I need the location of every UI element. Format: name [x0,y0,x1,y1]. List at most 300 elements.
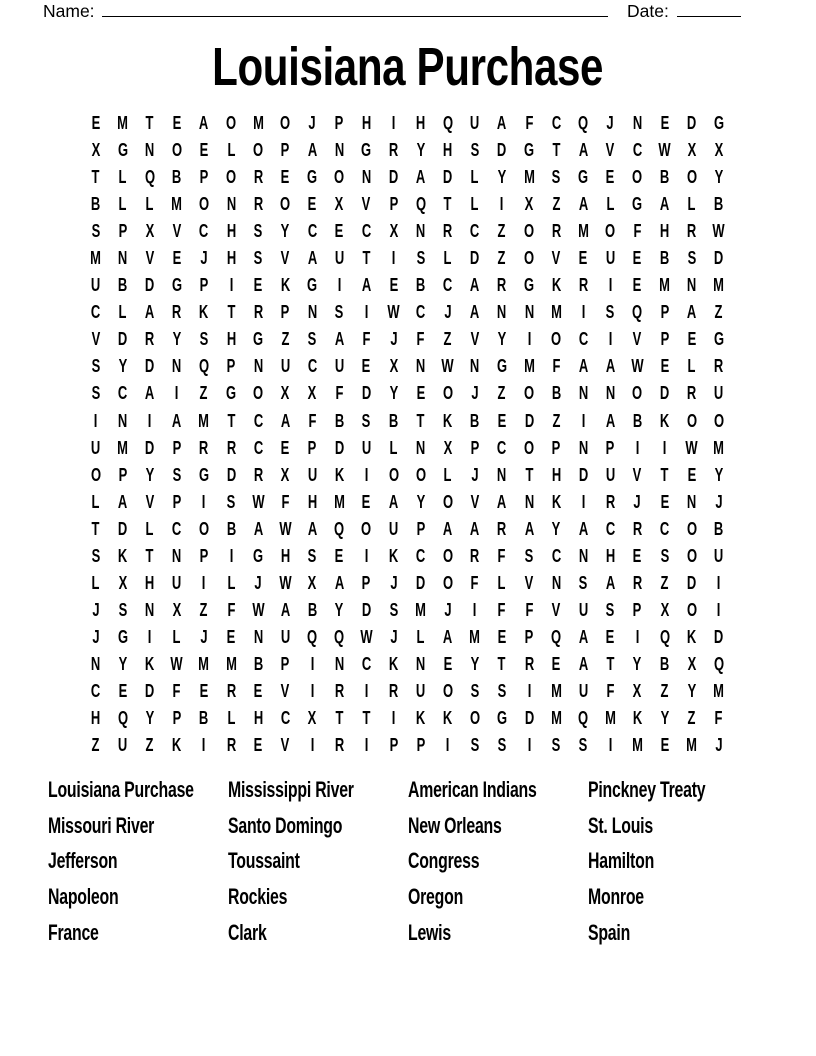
grid-letter: A [470,518,480,539]
grid-letter: E [416,383,425,404]
grid-letter: E [253,275,263,296]
grid-letter: L [145,194,154,215]
grid-letter: S [551,167,561,188]
grid-letter: N [145,140,155,161]
grid-letter: N [415,437,426,458]
grid-letter: D [470,248,480,269]
grid-letter: J [606,113,614,134]
grid-letter: P [470,437,480,458]
grid-letter: J [389,572,398,593]
grid-letter: Q [334,518,345,539]
grid-letter: T [552,140,561,161]
grid-letter: I [581,410,586,431]
word-list-item: American Indians [408,777,537,802]
grid-letter: N [253,626,263,647]
grid-letter: S [91,383,100,404]
grid-letter: G [225,383,237,404]
grid-letter: Y [118,356,127,377]
grid-letter: A [578,518,588,539]
grid-letter: M [523,167,535,188]
grid-letter: G [253,329,264,350]
grid-letter: S [307,329,317,350]
grid-letter: C [605,518,616,539]
grid-letter: E [633,275,642,296]
grid-letter: I [229,275,233,296]
grid-letter: C [307,221,317,242]
grid-letter: U [117,735,128,756]
grid-letter: V [91,329,100,350]
grid-letter: G [578,167,589,188]
grid-letter: Z [199,383,208,404]
grid-letter: V [145,248,155,269]
grid-letter: M [713,275,725,296]
grid-letter: D [686,113,697,134]
grid-letter: I [391,113,396,134]
grid-letter: N [117,410,128,431]
grid-letter: J [91,599,100,620]
grid-letter: O [253,140,264,161]
word-list-item: St. Louis [588,812,653,838]
grid-letter: I [337,275,342,296]
grid-letter: S [91,356,100,377]
grid-letter: E [362,491,371,512]
grid-letter: I [364,545,369,566]
grid-letter: A [334,572,345,593]
grid-letter: X [389,221,398,242]
grid-letter: K [280,275,290,296]
grid-letter: O [713,410,724,431]
grid-letter: K [117,545,128,566]
grid-letter: R [551,221,561,242]
grid-letter: R [714,356,724,377]
grid-letter: S [497,681,507,701]
grid-letter: N [172,545,182,566]
grid-letter: V [633,329,642,350]
grid-letter: C [361,653,372,674]
grid-letter: T [91,167,100,188]
grid-letter: R [226,735,236,756]
grid-letter: H [551,464,561,485]
grid-letter: S [389,599,398,620]
grid-letter: A [497,113,507,134]
grid-letter: E [253,681,263,701]
grid-letter: X [687,140,696,161]
grid-letter: E [280,167,290,188]
grid-letter: P [660,302,669,323]
grid-letter: U [280,356,290,377]
grid-letter: L [497,572,506,593]
grid-letter: Q [659,626,670,647]
word-list-item: Pinckney Treaty [588,777,706,802]
grid-letter: O [686,518,697,539]
grid-letter: F [497,545,506,566]
grid-letter: T [145,545,154,566]
grid-letter: U [90,275,101,296]
grid-letter: Z [443,329,452,350]
grid-letter: F [606,681,615,701]
word-list-item: Jefferson [48,848,118,874]
grid-letter: C [578,329,588,350]
grid-letter: C [361,221,372,242]
word-list-item: Missouri River [48,812,155,838]
grid-letter: R [388,140,399,161]
grid-letter: A [578,194,588,215]
grid-letter: O [523,221,535,242]
grid-letter: L [145,518,154,539]
grid-letter: O [523,437,535,458]
word-list-item: Santo Domingo [228,812,343,838]
grid-letter: P [307,437,317,458]
grid-letter: V [172,221,182,242]
grid-letter: F [362,329,371,350]
grid-letter: T [362,708,371,729]
grid-letter: S [497,735,507,756]
grid-letter: A [605,356,616,377]
grid-letter: I [202,491,206,512]
grid-letter: G [253,545,264,566]
grid-letter: D [334,437,345,458]
grid-letter: Q [442,113,453,134]
word-list-item: Hamilton [588,848,655,874]
grid-letter: F [633,221,642,242]
grid-letter: L [687,194,696,215]
grid-letter: A [307,248,317,269]
grid-letter: S [253,221,263,242]
grid-letter: E [335,221,344,242]
grid-letter: K [145,653,155,674]
grid-letter: E [660,491,669,512]
grid-letter: Q [334,626,345,647]
grid-letter: Q [632,302,643,323]
grid-letter: X [714,140,724,161]
grid-letter: N [686,491,697,512]
grid-letter: U [415,681,426,701]
grid-letter: F [227,599,235,620]
grid-letter: H [280,545,290,566]
grid-letter: D [659,383,670,404]
grid-letter: I [608,329,613,350]
grid-letter: S [335,302,344,323]
grid-letter: T [145,113,154,134]
grid-letter: Y [145,464,155,485]
grid-letter: I [473,599,477,620]
grid-letter: X [443,437,453,458]
grid-letter: P [416,735,425,756]
grid-letter: W [441,356,454,377]
grid-letter: S [91,545,100,566]
grid-letter: M [90,248,101,269]
grid-letter: Q [578,113,589,134]
grid-letter: N [578,545,588,566]
grid-letter: X [335,194,344,215]
grid-letter: Y [714,464,724,485]
word-list-item: Mississippi River [228,777,354,802]
grid-letter: Q [307,626,318,647]
grid-letter: H [443,140,453,161]
grid-letter: B [90,194,101,215]
grid-letter: O [415,464,426,485]
grid-letter: I [202,735,206,756]
grid-letter: J [471,464,479,485]
word-list-item: Toussaint [228,848,300,874]
grid-letter: C [280,708,290,729]
grid-letter: D [578,464,588,485]
grid-letter: A [388,491,399,512]
grid-letter: F [281,491,290,512]
grid-letter: A [497,491,507,512]
grid-letter: L [118,302,127,323]
grid-letter: N [90,653,101,674]
grid-letter: H [659,221,670,242]
grid-letter: A [605,572,616,593]
grid-letter: K [388,545,399,566]
grid-letter: Z [552,194,561,215]
grid-letter: G [713,329,724,350]
grid-letter: K [551,491,561,512]
grid-letter: A [307,140,317,161]
grid-letter: A [172,410,182,431]
grid-letter: A [443,626,453,647]
grid-letter: K [388,653,399,674]
grid-letter: T [416,410,425,431]
grid-letter: P [199,167,209,188]
grid-letter: O [469,708,480,729]
grid-letter: W [631,356,644,377]
grid-letter: F [416,329,425,350]
grid-letter: Y [633,653,642,674]
grid-letter: S [416,248,425,269]
word-list-item: Clark [228,919,267,945]
grid-letter: B [551,383,561,404]
grid-letter: M [225,653,237,674]
grid-letter: C [415,545,426,566]
grid-letter: N [524,491,534,512]
grid-letter: Z [145,735,154,756]
grid-letter: N [172,356,182,377]
grid-letter: G [713,113,724,134]
grid-letter: V [362,194,371,215]
grid-letter: L [443,464,452,485]
grid-letter: H [253,708,263,729]
grid-letter: M [198,410,210,431]
grid-letter: B [307,599,317,620]
grid-letter: U [470,113,480,134]
grid-letter: X [687,653,696,674]
grid-letter: Q [415,194,426,215]
grid-letter: E [226,626,236,647]
grid-letter: G [198,464,209,485]
grid-letter: E [687,464,696,485]
grid-letter: U [280,626,290,647]
grid-letter: M [713,437,725,458]
grid-letter: J [91,626,100,647]
grid-letter: I [527,329,531,350]
grid-letter: Q [713,653,724,674]
grid-letter: W [387,302,400,323]
grid-letter: N [415,221,426,242]
grid-letter: E [91,113,100,134]
grid-letter: U [714,545,724,566]
grid-letter: I [229,545,233,566]
grid-letter: W [251,599,265,620]
grid-letter: C [199,221,209,242]
grid-letter: B [659,167,670,188]
grid-letter: A [470,275,480,296]
grid-letter: J [444,599,452,620]
grid-letter: I [581,491,586,512]
grid-letter: I [147,410,152,431]
grid-letter: L [227,140,235,161]
grid-letter: E [687,329,696,350]
grid-letter: L [91,572,100,593]
grid-letter: T [91,518,100,539]
grid-letter: B [714,194,724,215]
grid-letter: Q [578,708,589,729]
grid-letter: X [307,708,317,729]
word-list-column [408,776,588,954]
grid-letter: B [172,167,182,188]
grid-letter: Z [552,410,561,431]
grid-letter: C [551,545,561,566]
grid-letter: E [605,626,615,647]
grid-letter: M [604,708,616,729]
grid-letter: I [716,599,721,620]
grid-letter: R [172,302,182,323]
grid-letter: L [172,626,181,647]
grid-letter: A [253,518,263,539]
grid-letter: C [497,437,507,458]
grid-letter: L [227,572,235,593]
grid-letter: N [415,653,426,674]
grid-letter: Q [144,167,155,188]
grid-letter: B [253,653,263,674]
grid-letter: E [172,113,182,134]
grid-letter: I [364,464,369,485]
grid-letter: B [415,275,426,296]
grid-letter: O [171,140,182,161]
grid-letter: L [443,248,452,269]
grid-letter: S [470,681,480,701]
word-list-item: New Orleans [408,812,502,838]
grid-letter: Q [198,356,209,377]
grid-letter: V [280,735,290,756]
grid-letter: R [632,518,643,539]
grid-letter: O [523,383,535,404]
grid-letter: E [172,248,182,269]
grid-letter: E [199,681,209,701]
grid-letter: Y [714,167,724,188]
grid-letter: F [308,410,317,431]
grid-letter: T [497,653,506,674]
grid-letter: M [198,653,210,674]
grid-letter: I [175,383,179,404]
grid-letter: F [497,599,506,620]
word-list-column [48,776,228,954]
grid-letter: G [523,140,535,161]
grid-letter: E [578,248,588,269]
grid-letter: N [632,113,643,134]
grid-letter: N [497,464,507,485]
grid-letter: P [226,356,236,377]
grid-letter: O [686,599,697,620]
grid-letter: M [117,437,129,458]
grid-letter: H [226,248,236,269]
word-list-column [588,776,768,954]
grid-letter: R [686,221,697,242]
grid-letter: A [280,410,290,431]
grid-letter: I [93,410,98,431]
grid-letter: U [307,464,317,485]
word-list-item: Rockies [228,884,288,910]
grid-letter: O [632,167,643,188]
grid-letter: E [307,194,317,215]
grid-letter: Z [714,302,723,323]
grid-letter: U [714,383,724,404]
grid-letter: L [687,356,696,377]
grid-letter: G [496,356,507,377]
grid-letter: W [685,437,698,458]
grid-letter: D [686,572,697,593]
grid-letter: I [581,302,586,323]
grid-letter: A [524,518,534,539]
grid-letter: R [253,464,263,485]
grid-letter: C [659,518,670,539]
grid-letter: D [361,599,372,620]
grid-letter: Z [497,248,506,269]
grid-letter: U [605,464,616,485]
grid-letter: C [443,275,453,296]
grid-letter: P [660,329,669,350]
grid-letter: S [660,545,669,566]
grid-letter: P [389,735,398,756]
grid-letter: C [415,302,426,323]
grid-letter: S [226,491,236,512]
grid-letter: X [307,572,317,593]
grid-letter: O [442,681,453,701]
grid-letter: A [334,329,345,350]
grid-letter: P [362,572,371,593]
grid-letter: Y [145,708,155,729]
grid-letter: O [551,329,562,350]
word-list-item: France [48,919,99,945]
grid-letter: S [578,572,588,593]
grid-letter: R [253,302,263,323]
grid-letter: R [686,383,697,404]
grid-letter: Z [497,221,506,242]
grid-letter: N [578,437,588,458]
grid-letter: Z [687,708,696,729]
grid-letter: E [605,167,615,188]
word-list-item: Congress [408,848,480,874]
puzzle-title [0,37,816,97]
grid-letter: H [90,708,101,729]
grid-letter: D [361,383,372,404]
grid-letter: W [251,491,265,512]
grid-letter: Z [199,599,208,620]
grid-letter: S [253,248,263,269]
grid-letter: U [334,356,345,377]
grid-letter: D [415,572,426,593]
grid-letter: A [145,302,155,323]
word-list-item: Spain [588,919,631,945]
grid-letter: O [253,383,264,404]
grid-letter: P [633,599,642,620]
grid-letter: D [145,681,155,701]
grid-letter: X [172,599,182,620]
grid-letter: Z [281,329,290,350]
grid-letter: U [172,572,182,593]
grid-letter: C [253,437,263,458]
